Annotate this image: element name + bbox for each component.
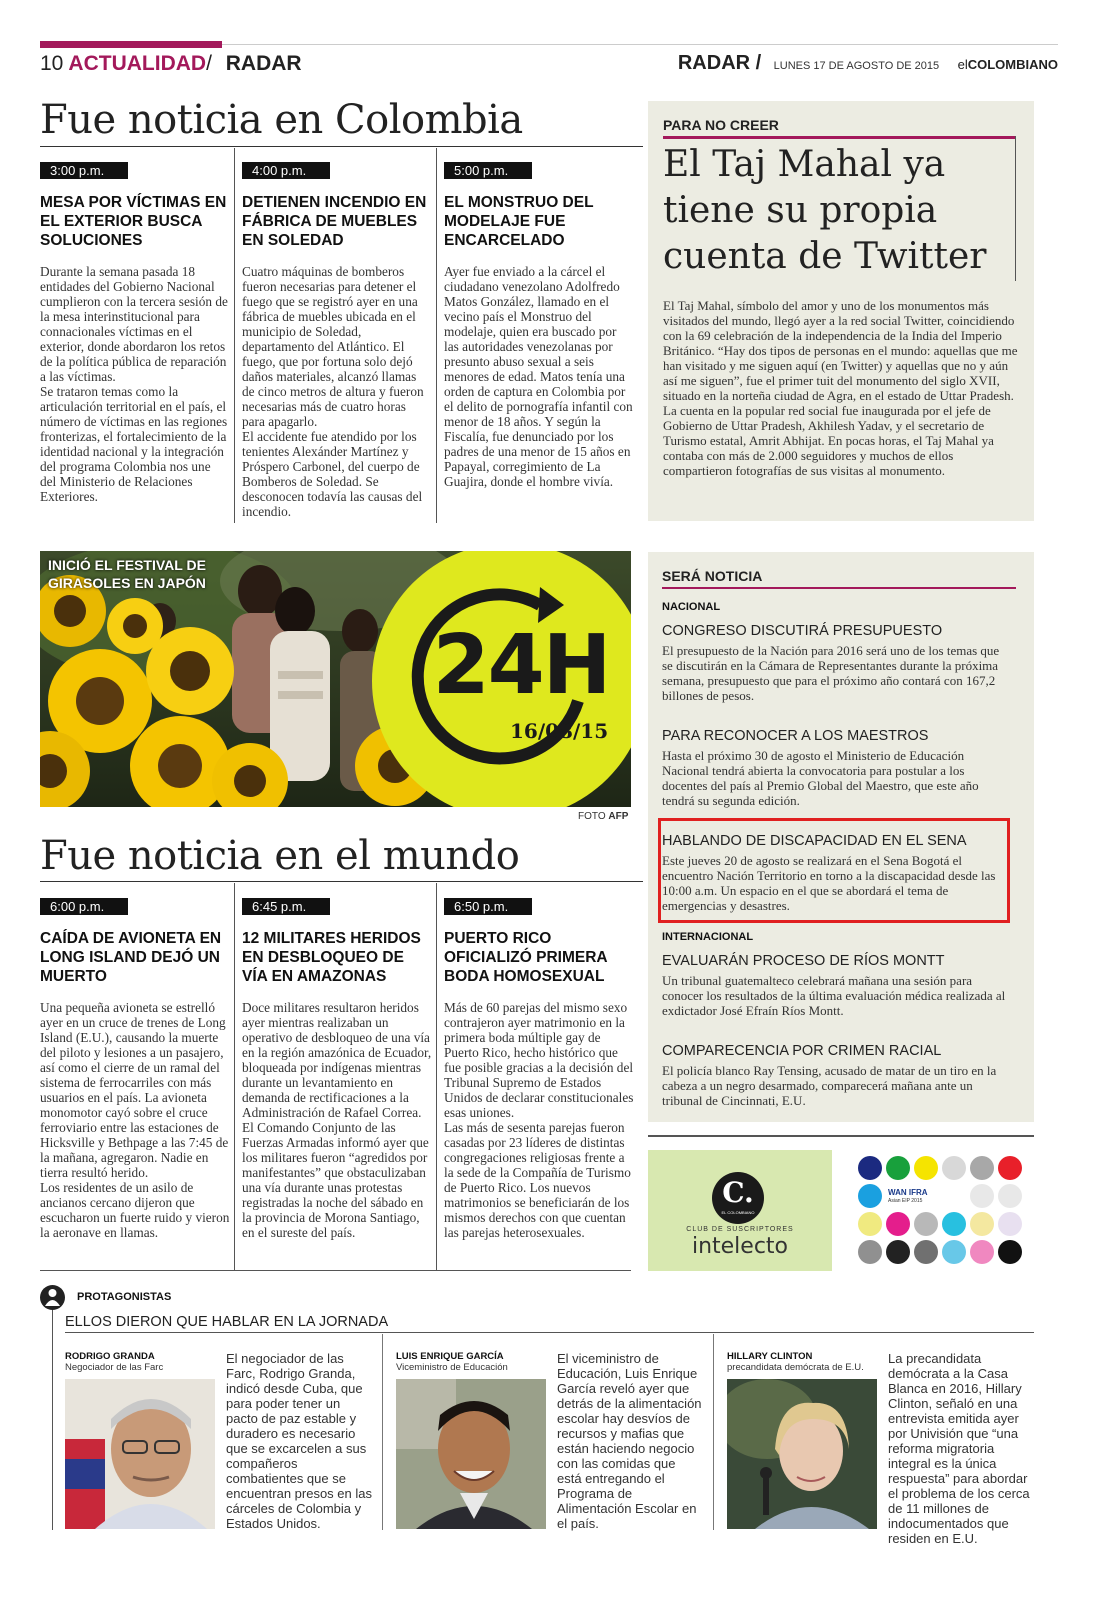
wan-ifra-logo <box>888 1188 928 1197</box>
story-body <box>444 1000 634 1240</box>
story-headline: DETIENEN INCENDIO EN FÁBRICA DE MUEBLES EN SOLEDAD <box>242 194 427 249</box>
column-divider <box>436 883 437 1270</box>
story-paragraph: Doce militares resultaron heridos ayer mientras realizaban un operativo de desbloqueo de una vía en la región amazónica de Ecuador, bloqueada por indígenas mientras durante un levantamiento en demanda de rectificaciones a la Administración de Rafael Correa. <box>242 1000 432 1120</box>
item-body: El policía blanco Ray Tensing, acusado de matar de un tiro en la cabeza a un negro desarmado, comparecerá mañana ante un tribunal de Cincinnati, E.U. <box>662 1063 997 1108</box>
color-swatch <box>858 1156 882 1180</box>
section-color-bar <box>40 41 222 48</box>
color-swatches <box>850 1150 1034 1271</box>
colombia-title: Fue noticia en Colombia <box>40 97 523 143</box>
color-swatch <box>858 1212 882 1236</box>
color-swatch <box>914 1212 938 1236</box>
story-paragraph: Más de 60 parejas del mismo sexo contrajeron ayer matrimonio en la primera boda múltiple gay de Puerto Rico, hecho histórico que fue posible gracias a la decisión del Tribunal Supremo de Estados Unidos de declarar constitucionales esas uniones. <box>444 1000 634 1120</box>
item-body: Un tribunal guatemalteco celebrará mañana una sesión para conocer los resultados de la última evaluación médica realizada al exdictador José Efraín Ríos Montt. <box>662 973 1006 1018</box>
color-swatch <box>914 1156 938 1180</box>
folio-section: RADAR / <box>677 52 762 74</box>
colombia-story-2 <box>242 160 432 519</box>
mundo-story-2 <box>242 896 432 1240</box>
color-swatch <box>914 1240 938 1264</box>
story-paragraph: El Comando Conjunto de las Fuerzas Armadas informó ayer que los militares fueron “agredidos por manifestantes” que obstaculizaban una vía durante unas protestas registradas la noche del sábado en la provincia de Morona Santiago, en el sureste del país. <box>242 1120 429 1240</box>
color-swatch <box>942 1156 966 1180</box>
column-divider <box>234 148 235 523</box>
color-swatch <box>970 1156 994 1180</box>
story-paragraph: Los residentes de un asilo de ancianos cercano dijeron que escucharon un fuerte ruido y vieron la aeronave en llamas. <box>40 1180 230 1240</box>
protagonist-photo <box>727 1379 877 1529</box>
asian-eip: Asian EIP 2015 <box>888 1198 923 1204</box>
column-divider <box>436 148 437 523</box>
protagonist-role: precandidata demócrata de E.U. <box>727 1362 864 1373</box>
story-paragraph: El Taj Mahal, símbolo del amor y uno de los monumentos más visitados del mundo, llegó ayer a la red social Twitter, coincidiendo con la 69 celebración de la independencia de la India del Imperio Británico. “Hay dos tipos de personas en el mundo: aquellas que me han visitado y me siguen aquí (en Twitter) y aquellas que no y aún así me siguen”, fue el primer tuit del monumento del siglo XVII, situado en la norteña ciudad de Agra, en el estado de Uttar Pradesh. <box>663 298 1018 403</box>
section-header <box>40 52 302 76</box>
brand-prefix: el <box>957 57 968 72</box>
sera-noticia-item <box>662 623 1007 703</box>
protagonist-photo <box>396 1379 546 1529</box>
sera-noticia-item <box>662 728 1007 808</box>
protagonist-name: LUIS ENRIQUE GARCÍA <box>396 1351 504 1362</box>
story-headline: CAÍDA DE AVIONETA EN LONG ISLAND DEJÓ UN MUERTO <box>40 930 222 985</box>
protagonist-role: Viceministro de Educación <box>396 1362 508 1373</box>
para-no-creer-label: PARA NO CREER <box>663 117 779 133</box>
story-time: 6:00 p.m. <box>40 898 128 915</box>
item-body: El presupuesto de la Nación para 2016 será uno de los temas que se discutirán en la Cámara de Representantes durante la próxima semana, presupuesto que para el próximo año contará con 167,2 billones de pesos. <box>662 643 1000 703</box>
story-paragraph: Ayer fue enviado a la cárcel el ciudadano venezolano Adolfredo Matos González, llamado en el vecino país el Monstruo del modelaje, quien era buscado por las autoridades venezolanas por presunto abuso sexual a seis menores de edad. Matos tenía una orden de captura en Colombia por el delito de pornografía infantil con menor de 18 años. Y según la Fiscalía, fue denunciado por los padres de una menor de 15 años en Papayal, corregimiento de La Guajira, donde el hombre vivía. <box>444 264 633 489</box>
credit-agency: AFP <box>608 811 629 822</box>
ifra-text: IFRA <box>908 1188 928 1197</box>
colombia-story-1 <box>40 160 230 504</box>
club-line: CLUB DE SUSCRIPTORES <box>686 1226 794 1233</box>
story-time: 5:00 p.m. <box>444 162 532 179</box>
para-no-creer-body <box>663 298 1021 478</box>
ad-rule <box>648 1135 1034 1137</box>
protagonist-text: La precandidata demócrata a la Casa Blanca en 2016, Hillary Clinton, señaló en una entrevista emitida ayer por Univisión que “una reforma migratoria integral es la única respuesta” para abordar el problema de los cerca de 11 millones de indocumentados que residen en E.U. <box>888 1351 1030 1546</box>
color-swatch <box>886 1156 910 1180</box>
color-swatch <box>970 1240 994 1264</box>
story-headline: PUERTO RICO OFICIALIZÓ PRIMERA BODA HOMOSEXUAL <box>444 930 608 985</box>
internacional-label: INTERNACIONAL <box>662 931 754 943</box>
item-title: PARA RECONOCER A LOS MAESTROS <box>662 728 929 744</box>
story-body <box>242 264 432 519</box>
colombia-story-3 <box>444 160 634 489</box>
item-title: COMPARECENCIA POR CRIMEN RACIAL <box>662 1043 942 1059</box>
item-title: EVALUARÁN PROCESO DE RÍOS MONTT <box>662 953 945 969</box>
protagonist-role: Negociador de las Farc <box>65 1362 164 1373</box>
story-time: 6:50 p.m. <box>444 898 532 915</box>
protagonist-name: RODRIGO GRANDA <box>65 1351 155 1362</box>
story-paragraph: Se trataron temas como la articulación territorial en el país, el número de víctimas en las regiones fronterizas, el fortalecimiento de la identidad nacional y la integración del programa Colombia nos une del Ministerio de Relaciones Exteriores. <box>40 384 228 504</box>
person-icon <box>40 1285 65 1310</box>
story-paragraph: El accidente fue atendido por los tenientes Alexánder Martínez y Próspero Carbonel, del cuerpo de Bomberos de Soledad. Se desconocen todavía las causas del incendio. <box>242 429 423 519</box>
story-body <box>242 1000 432 1240</box>
para-no-creer-title: El Taj Mahal ya tiene su propia cuenta de Twitter <box>663 144 987 277</box>
protagonist-2 <box>396 1341 702 1531</box>
story-paragraph: La cuenta en la popular red social fue inaugurada por el jefe de Gobierno de Uttar Pradesh, Akhilesh Yadav, y el secretario de Turismo estatal, Amrit Abhijat. En pocas horas, el Taj Mahal ya contaba con más de 2.000 seguidores y muchos de ellos compartieron fotografías de sus visitas al monumento. <box>663 403 994 478</box>
club-name: intelecto <box>691 1234 789 1259</box>
color-swatch <box>886 1240 910 1264</box>
protagonist-name: HILLARY CLINTON <box>727 1351 813 1362</box>
wan-text: WAN <box>888 1188 907 1197</box>
story-headline: MESA POR VÍCTIMAS EN EL EXTERIOR BUSCA SOLUCIONES <box>40 194 227 249</box>
story-time: 4:00 p.m. <box>242 162 330 179</box>
story-headline: 12 MILITARES HERIDOS EN DESBLOQUEO DE VÍA EN AMAZONAS <box>242 930 421 985</box>
club-intelecto-ad[interactable] <box>648 1150 832 1271</box>
section-name: ACTUALIDAD <box>68 52 207 75</box>
folio-date: LUNES 17 DE AGOSTO DE 2015 <box>773 60 940 72</box>
story-paragraph: Cuatro máquinas de bomberos fueron necesarias para detener el fuego que se registró ayer en una fábrica de muebles ubicada en el municipio de Soledad, departamento del Atlántico. El fuego, que por fortuna solo dejó daños materiales, alcanzó llamas de cinco metros de altura y fueron necesarias más de cuatro horas para apagarlo. <box>242 264 424 429</box>
sera-noticia-item <box>662 953 1007 1018</box>
page-number: 10 <box>40 52 64 75</box>
protagonist-3 <box>727 1341 1030 1546</box>
color-swatch <box>886 1212 910 1236</box>
protagonistas-label: PROTAGONISTAS <box>77 1291 172 1303</box>
highlight-box <box>658 818 1010 923</box>
protagonistas-subtitle: ELLOS DIERON QUE HABLAR EN LA JORNADA <box>65 1314 389 1330</box>
story-paragraph: Una pequeña avioneta se estrelló ayer en un cruce de trenes de Long Island (E.U.), causando la muerte del piloto y lesiones a un pasajero, así como el cierre de un ramal del sistema de ferrocarriles con más usuarios en el país. La avioneta monomotor cayó sobre el cruce ferroviario entre las estaciones de Hicksville y Bethpage a las 7:45 de la mañana, agregaron. Nadie en tierra resultó herido. <box>40 1000 229 1180</box>
sera-noticia-label: SERÁ NOTICIA <box>662 568 763 584</box>
item-body: Hasta el próximo 30 de agosto el Ministerio de Educación Nacional tendrá abierta la convocatoria para postular a los docentes del país al Premio Global del Maestro, que este año tendrá su segunda edición. <box>662 748 979 808</box>
badge-date: 16/08/15 <box>510 719 609 743</box>
photo-credit <box>578 811 628 822</box>
column-divider <box>234 883 235 1270</box>
color-calibration-ad <box>850 1150 1034 1271</box>
story-paragraph: Durante la semana pasada 18 entidades del Gobierno Nacional cumplieron con la tercera sesión de la mesa interinstitucional para connacionales víctimas en el exterior, donde abordaron los retos de la política pública de reparación a las víctimas. <box>40 264 228 384</box>
sera-noticia-rule <box>662 587 1016 589</box>
nacional-label: NACIONAL <box>662 601 721 613</box>
para-no-creer-rule <box>663 136 1016 139</box>
story-body <box>444 264 634 489</box>
protagonist-text: El negociador de las Farc, Rodrigo Granda, indicó desde Cuba, que para poder tener un pacto de paz estable y duradero es necesario que se excarcelen a sus compañeros combatientes que se encuentran presos en las cárceles de Colombia y Estados Unidos. <box>226 1351 372 1531</box>
folio <box>678 52 1058 75</box>
color-swatch <box>858 1184 882 1208</box>
color-swatch <box>998 1156 1022 1180</box>
colombia-rule <box>40 146 643 147</box>
column-divider <box>713 1334 714 1530</box>
story-body <box>40 264 230 504</box>
column-divider <box>382 1334 383 1530</box>
club-logo-small: EL COLOMBIANO <box>721 1210 755 1215</box>
badge-24h: 24H <box>432 618 610 713</box>
color-swatch <box>998 1212 1022 1236</box>
protagonist-text: El viceministro de Educación, Luis Enrique García reveló ayer que detrás de la alimentación escolar hay desvíos de recursos y mafias que están haciendo negocio con las comidas que está entregando el Programa de Alimentación Escolar en el país. <box>557 1351 702 1531</box>
mundo-story-1 <box>40 896 230 1240</box>
para-no-creer-vrule <box>1015 136 1016 281</box>
item-title: CONGRESO DISCUTIRÁ PRESUPUESTO <box>662 623 943 639</box>
brand-name: COLOMBIANO <box>967 57 1058 72</box>
color-swatch <box>942 1212 966 1236</box>
story-paragraph: Las más de sesenta parejas fueron casadas por 23 líderes de distintas congregaciones religiosas frente a la sede de la Compañía de Turismo de Puerto Rico. Los nuevos matrimonios se beneficiarán de los mismos derechos con que cuentan las parejas heterosexuales. <box>444 1120 631 1240</box>
club-logo: C. <box>722 1176 754 1209</box>
mundo-story-3 <box>444 896 634 1240</box>
item-title: HABLANDO DE DISCAPACIDAD EN EL SENA <box>662 833 967 849</box>
section-slash: / <box>206 52 212 75</box>
color-swatch <box>998 1240 1022 1264</box>
photo-caption: INICIÓ EL FESTIVAL DE GIRASOLES EN JAPÓN <box>48 557 206 591</box>
item-body: Este jueves 20 de agosto se realizará en el Sena Bogotá el encuentro Nación Territorio en torno a la discapacidad desde las 10:00 a.m. Un espacio en el que se abordará el tema de emergencias y desastres. <box>662 853 996 913</box>
protagonist-photo <box>65 1379 215 1529</box>
color-swatch <box>858 1240 882 1264</box>
protagonist-1 <box>65 1341 372 1531</box>
subsection-name: RADAR <box>225 52 302 75</box>
bottom-rule <box>40 1270 631 1271</box>
protagonistas-vline <box>52 1310 53 1530</box>
protagonistas-rule <box>65 1332 1034 1333</box>
mundo-title: Fue noticia en el mundo <box>40 833 520 879</box>
color-swatch <box>970 1212 994 1236</box>
sera-noticia-item <box>662 1043 1007 1108</box>
top-rule <box>222 44 1058 45</box>
credit-prefix: FOTO <box>578 811 609 822</box>
story-body <box>40 1000 230 1240</box>
story-time: 6:45 p.m. <box>242 898 330 915</box>
color-swatch <box>970 1184 994 1208</box>
story-headline: EL MONSTRUO DEL MODELAJE FUE ENCARCELADO <box>444 194 594 249</box>
brand-logo <box>958 57 1058 72</box>
mundo-rule <box>40 881 643 882</box>
color-swatch <box>942 1240 966 1264</box>
color-swatch <box>998 1184 1022 1208</box>
story-time: 3:00 p.m. <box>40 162 128 179</box>
